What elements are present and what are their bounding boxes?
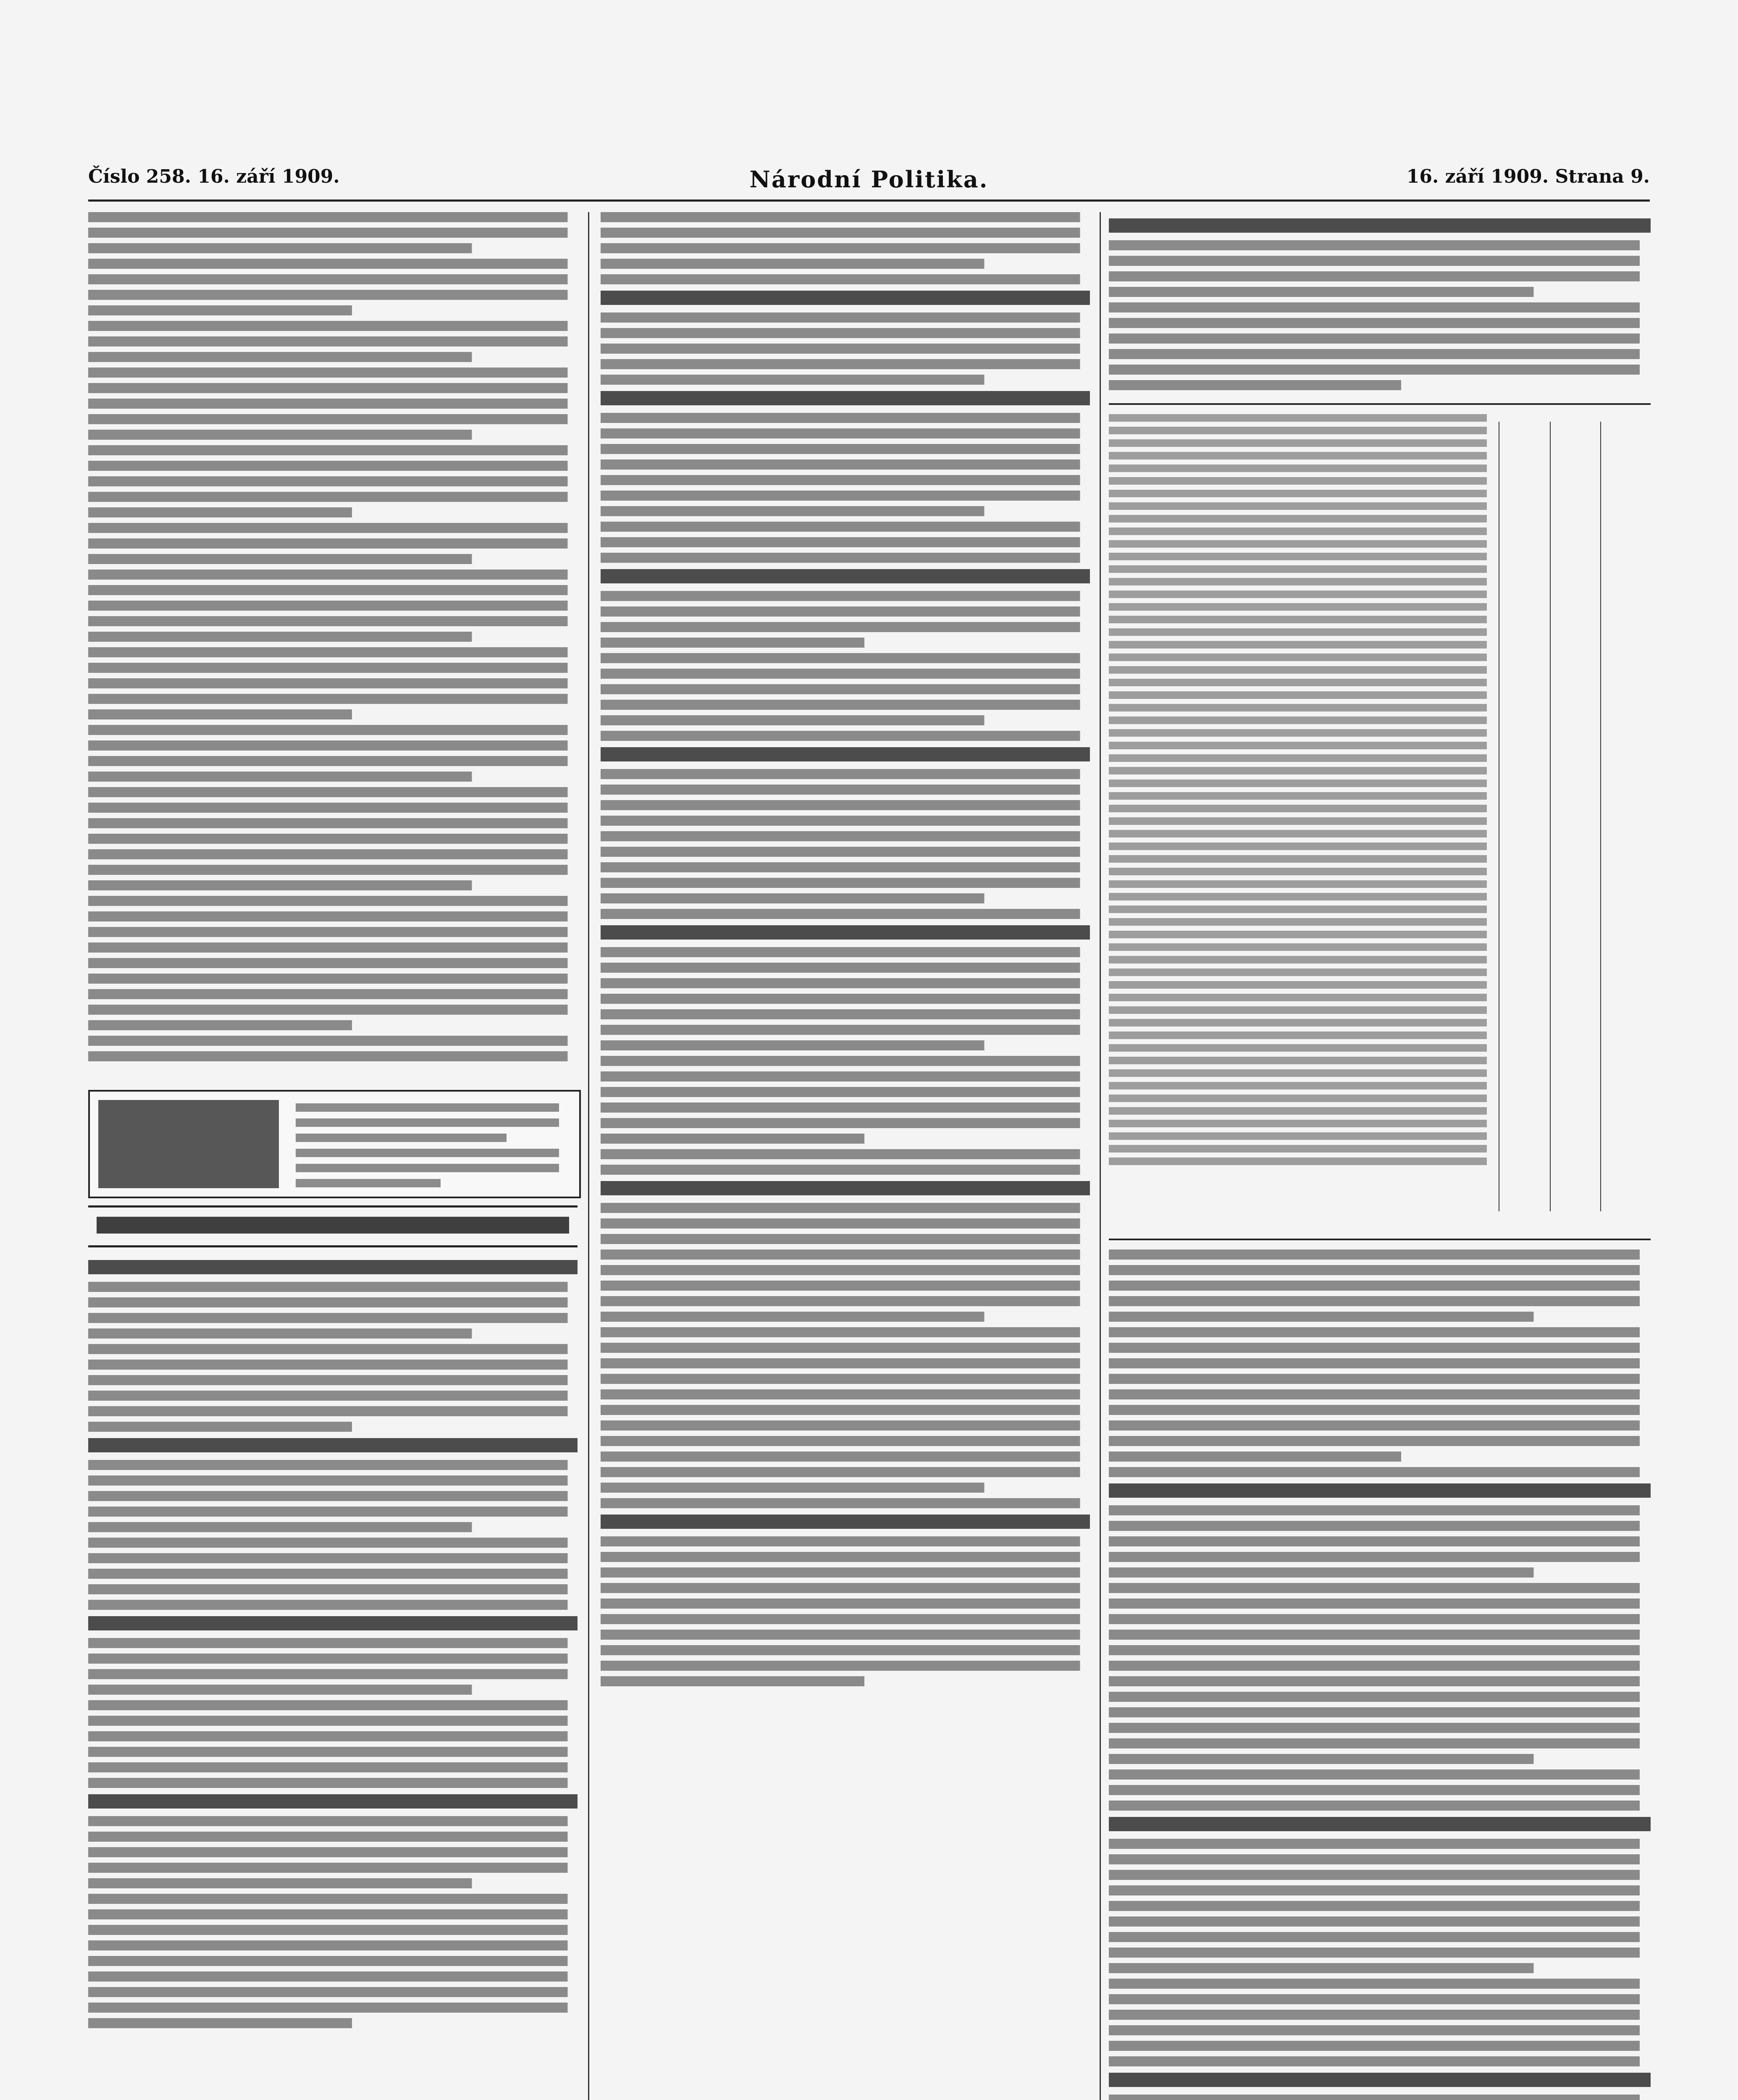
advertisement-text — [296, 1103, 564, 1194]
right-column-lower — [1109, 1250, 1651, 2100]
newspaper-title: Národní Politika. — [749, 166, 989, 193]
issue-line: Číslo 258. 16. září 1909. — [88, 166, 340, 187]
column-divider-right — [1100, 212, 1101, 2100]
column-divider-left — [588, 212, 589, 2100]
table-column-grid — [1499, 422, 1651, 1211]
section-headline-band — [88, 1205, 578, 1247]
left-column-text — [88, 212, 578, 1067]
bank-advertisement — [88, 1090, 581, 1198]
section-headline-bar — [97, 1217, 569, 1234]
right-column-top-text — [1109, 212, 1651, 396]
date-page-line: 16. září 1909. Strana 9. — [1406, 166, 1650, 187]
financial-table-rows — [1109, 414, 1487, 1170]
running-header — [88, 166, 1650, 202]
right-column-lower-text — [1109, 1250, 1651, 2100]
left-column-lower-text — [88, 1254, 578, 2034]
middle-column — [601, 212, 1090, 2100]
middle-column-text — [601, 212, 1090, 1692]
financial-table — [1109, 403, 1651, 1240]
bank-name-block — [98, 1100, 279, 1188]
left-column-lower — [88, 1254, 578, 2100]
